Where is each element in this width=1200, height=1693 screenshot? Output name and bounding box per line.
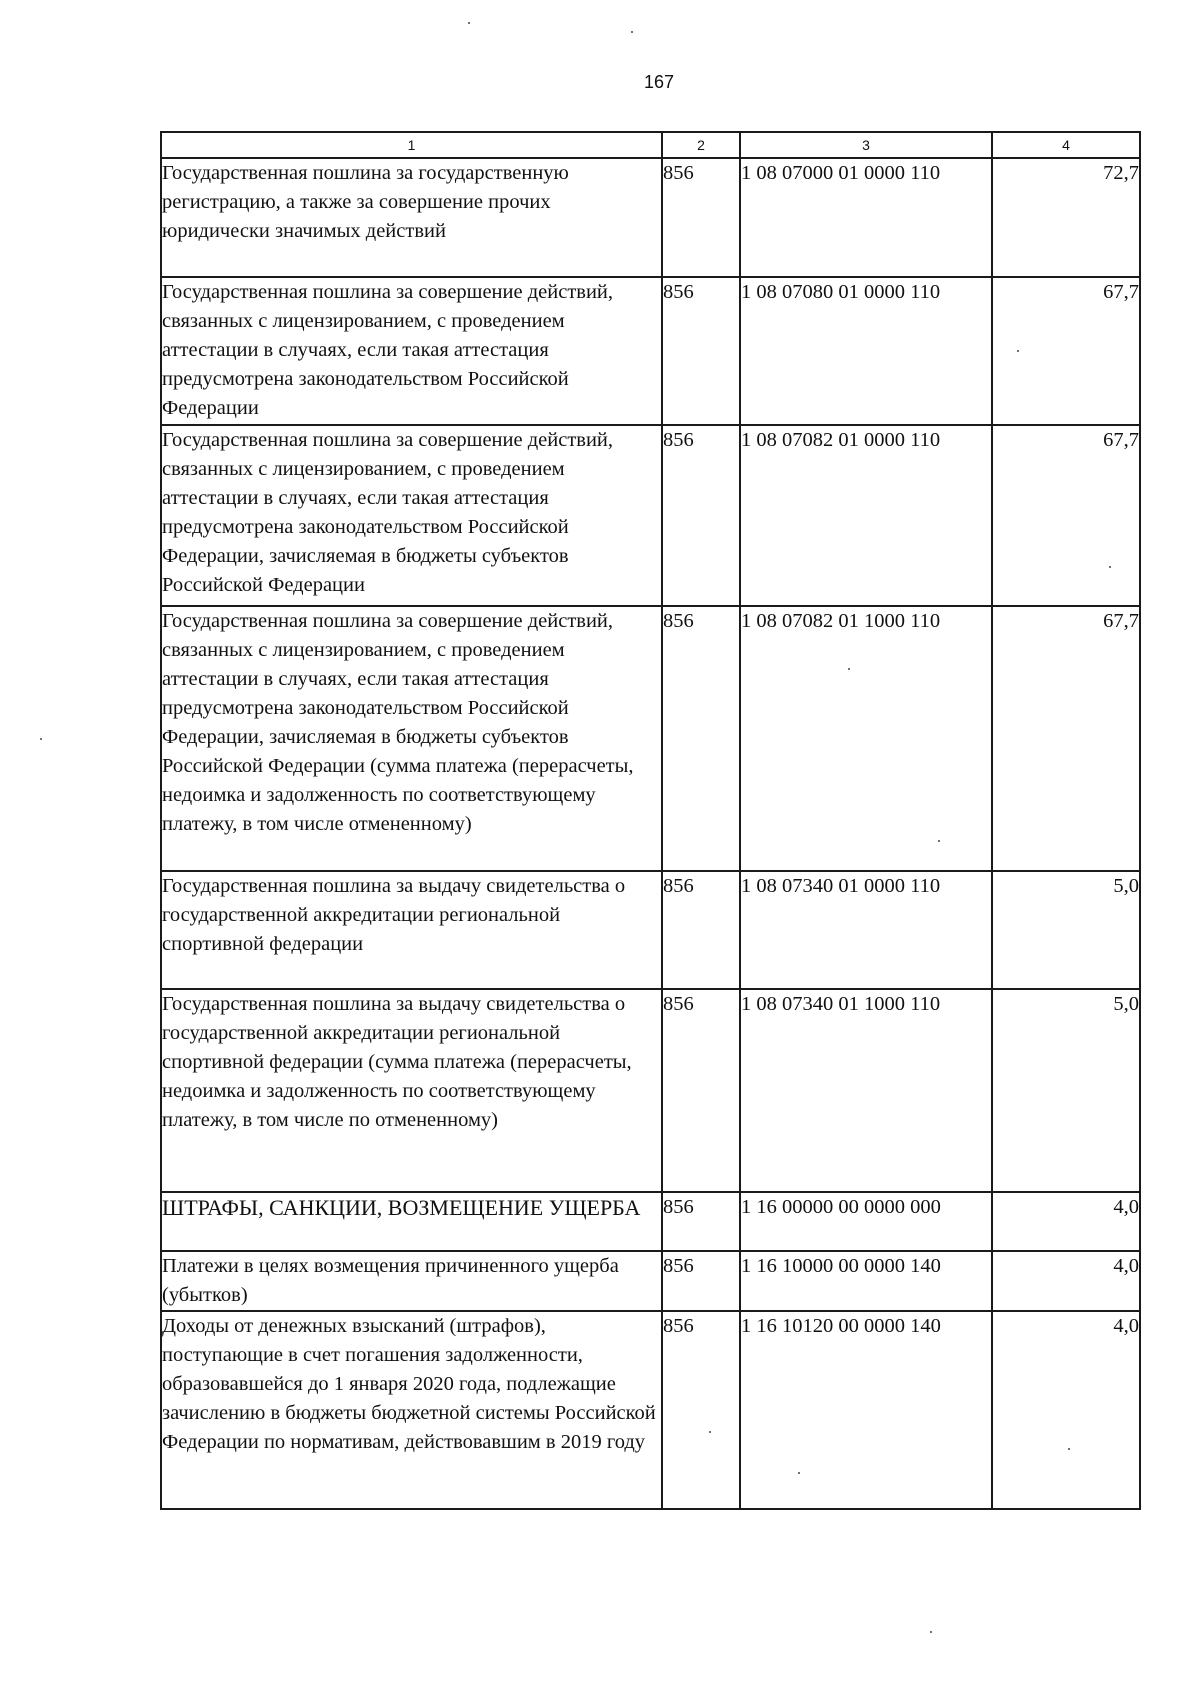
- row-amount: 5,0: [992, 989, 1140, 1192]
- row-budget-code: 1 16 10120 00 0000 140: [740, 1311, 992, 1509]
- row-amount: 4,0: [992, 1251, 1140, 1311]
- row-budget-code: 1 08 07080 01 0000 110: [740, 277, 992, 425]
- row-budget-code: 1 08 07082 01 1000 110: [740, 606, 992, 871]
- scan-speck: [938, 840, 940, 842]
- row-name: Государственная пошлина за совершение действий, связанных с лицензированием, с проведением аттестации в случаях, если такая аттестация предусмотрена законодательством Российской Федерации, зачисляемая в бюджеты субъектов Российской Федерации: [161, 425, 662, 606]
- row-name: Государственная пошлина за совершение действий, связанных с лицензированием, с проведением аттестации в случаях, если такая аттестация предусмотрена законодательством Российской Федерации: [161, 277, 662, 425]
- revenue-table: [160, 131, 1141, 1510]
- table-row: [161, 606, 1140, 871]
- row-amount: 4,0: [992, 1192, 1140, 1251]
- row-amount: 67,7: [992, 277, 1140, 425]
- row-amount: 4,0: [992, 1311, 1140, 1509]
- row-name: Государственная пошлина за выдачу свидетельства о государственной аккредитации региональной спортивной федерации: [161, 871, 662, 989]
- row-name: Платежи в целях возмещения причиненного ущерба (убытков): [161, 1251, 662, 1311]
- scan-speck: [1017, 350, 1019, 352]
- table-row: [161, 277, 1140, 425]
- row-name: Государственная пошлина за государственную регистрацию, а также за совершение прочих юридически значимых действий: [161, 158, 662, 277]
- table-header-row: [161, 132, 1140, 158]
- row-amount: 67,7: [992, 606, 1140, 871]
- header-col-2: 2: [662, 132, 740, 158]
- scan-speck: [1109, 566, 1111, 568]
- scan-speck: [40, 738, 42, 740]
- row-amount: 72,7: [992, 158, 1140, 277]
- row-budget-code: 1 08 07082 01 0000 110: [740, 425, 992, 606]
- row-admin-code: 856: [662, 277, 740, 425]
- row-amount: 67,7: [992, 425, 1140, 606]
- page-number: 167: [643, 72, 675, 92]
- row-name: ШТРАФЫ, САНКЦИИ, ВОЗМЕЩЕНИЕ УЩЕРБА: [161, 1192, 662, 1251]
- scan-speck: [1068, 1448, 1070, 1450]
- row-budget-code: 1 16 10000 00 0000 140: [740, 1251, 992, 1311]
- row-name: Государственная пошлина за совершение действий, связанных с лицензированием, с проведением аттестации в случаях, если такая аттестация предусмотрена законодательством Российской Федерации, зачисляемая в бюджеты субъектов Российской Федерации (сумма платежа (перерасчеты, недоимка и задолженность по соответствующему платежу, в том числе отмененному): [161, 606, 662, 871]
- row-admin-code: 856: [662, 158, 740, 277]
- row-admin-code: 856: [662, 606, 740, 871]
- scan-speck: [848, 668, 850, 670]
- header-col-4: 4: [992, 132, 1140, 158]
- table-row: [161, 1251, 1140, 1311]
- header-col-1: 1: [161, 132, 662, 158]
- row-budget-code: 1 08 07340 01 0000 110: [740, 871, 992, 989]
- row-admin-code: 856: [662, 1311, 740, 1509]
- scan-speck: [468, 22, 470, 24]
- table-row: [161, 989, 1140, 1192]
- header-col-3: 3: [740, 132, 992, 158]
- scan-speck: [631, 31, 633, 33]
- table-row: [161, 158, 1140, 277]
- row-amount: 5,0: [992, 871, 1140, 989]
- row-admin-code: 856: [662, 425, 740, 606]
- table-row: [161, 425, 1140, 606]
- row-name: Доходы от денежных взысканий (штрафов), поступающие в счет погашения задолженности, образовавшейся до 1 января 2020 года, подлежащие зачислению в бюджеты бюджетной системы Российской Федерации по нормативам, действовавшим в 2019 году: [161, 1311, 662, 1509]
- table-row: [161, 871, 1140, 989]
- row-budget-code: 1 08 07000 01 0000 110: [740, 158, 992, 277]
- row-budget-code: 1 16 00000 00 0000 000: [740, 1192, 992, 1251]
- table-row: [161, 1192, 1140, 1251]
- row-admin-code: 856: [662, 1251, 740, 1311]
- scan-speck: [930, 1631, 932, 1633]
- scan-speck: [709, 1431, 711, 1433]
- row-admin-code: 856: [662, 1192, 740, 1251]
- row-budget-code: 1 08 07340 01 1000 110: [740, 989, 992, 1192]
- table-row: [161, 1311, 1140, 1509]
- row-admin-code: 856: [662, 989, 740, 1192]
- row-admin-code: 856: [662, 871, 740, 989]
- scan-speck: [798, 1472, 800, 1474]
- row-name: Государственная пошлина за выдачу свидетельства о государственной аккредитации региональной спортивной федерации (сумма платежа (перерасчеты, недоимка и задолженность по соответствующему платежу, в том числе по отмененному): [161, 989, 662, 1192]
